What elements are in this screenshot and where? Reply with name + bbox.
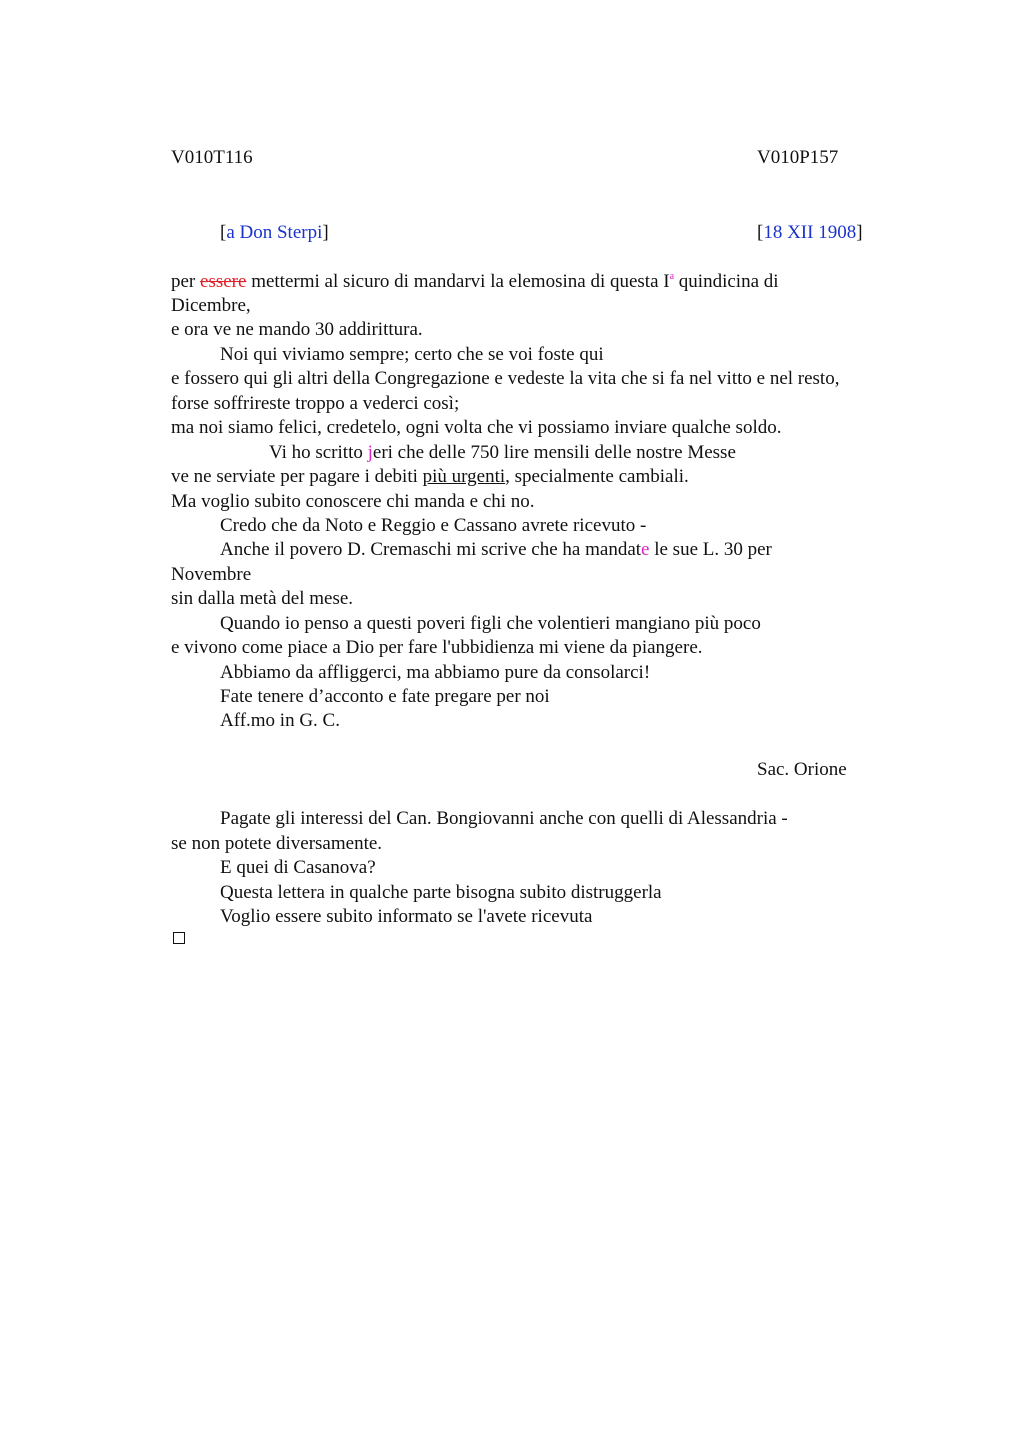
letter-correction: j <box>367 442 373 463</box>
postscript-line: Voglio essere subito informato se l'avete ricevuta <box>220 906 593 927</box>
superscript-correction: a <box>669 271 675 282</box>
letter-line: Dicembre, <box>171 295 251 316</box>
deleted-word: essere <box>200 271 247 292</box>
letter-line: Credo che da Noto e Reggio e Cassano avrete ricevuto - <box>220 515 647 536</box>
recipient-heading: [a Don Sterpi] <box>220 222 329 243</box>
signature: Sac. Orione <box>757 759 847 780</box>
letter-line: e vivono come piace a Dio per fare l'ubbidienza mi viene da piangere. <box>171 637 703 658</box>
letter-line: Quando io penso a questi poveri figli che volentieri mangiano più poco <box>220 613 761 634</box>
underlined-phrase: più urgenti <box>422 466 506 487</box>
letter-line: forse soffrireste troppo a vederci così; <box>171 393 460 414</box>
letter-line: Anche il povero D. Cremaschi mi scrive che ha mandate le sue L. 30 per <box>220 539 772 560</box>
letter-date: 18 XII 1908 <box>763 222 857 243</box>
letter-line: Fate tenere d’acconto e fate pregare per noi <box>220 686 550 707</box>
letter-line: e fossero qui gli altri della Congregazione e vedeste la vita che si fa nel vitto e nel resto, <box>171 368 840 389</box>
end-marker-box <box>173 932 185 944</box>
letter-line: ve ne serviate per pagare i debiti più urgenti, specialmente cambiali. <box>171 466 689 487</box>
postscript-line: Pagate gli interessi del Can. Bongiovanni anche con quelli di Alessandria - <box>220 808 788 829</box>
letter-line: e ora ve ne mando 30 addirittura. <box>171 319 423 340</box>
document-code-right: V010P157 <box>757 147 839 168</box>
postscript-line: Questa lettera in qualche parte bisogna subito distruggerla <box>220 882 662 903</box>
document-code-left: V010T116 <box>171 147 253 168</box>
letter-line: Noi qui viviamo sempre; certo che se voi foste qui <box>220 344 604 365</box>
letter-correction: e <box>641 539 650 560</box>
postscript-line: se non potete diversamente. <box>171 833 383 854</box>
letter-line: Novembre <box>171 564 252 585</box>
date-heading: [18 XII 1908] <box>757 222 863 243</box>
closing-line: Aff.mo in G. C. <box>220 710 340 731</box>
letter-line: sin dalla metà del mese. <box>171 588 354 609</box>
recipient-name: a Don Sterpi <box>226 222 323 243</box>
postscript-line: E quei di Casanova? <box>220 857 376 878</box>
letter-line: per essere mettermi al sicuro di mandarvi la elemosina di questa $I^a$ quindicina di <box>171 271 779 292</box>
letter-line: Ma voglio subito conoscere chi manda e chi no. <box>171 491 535 512</box>
letter-line: Abbiamo da affliggerci, ma abbiamo pure da consolarci! <box>220 662 651 683</box>
letter-line: Vi ho scritto jeri che delle 750 lire mensili delle nostre Messe <box>269 442 736 463</box>
letter-line: ma noi siamo felici, credetelo, ogni volta che vi possiamo inviare qualche soldo. <box>171 417 782 438</box>
